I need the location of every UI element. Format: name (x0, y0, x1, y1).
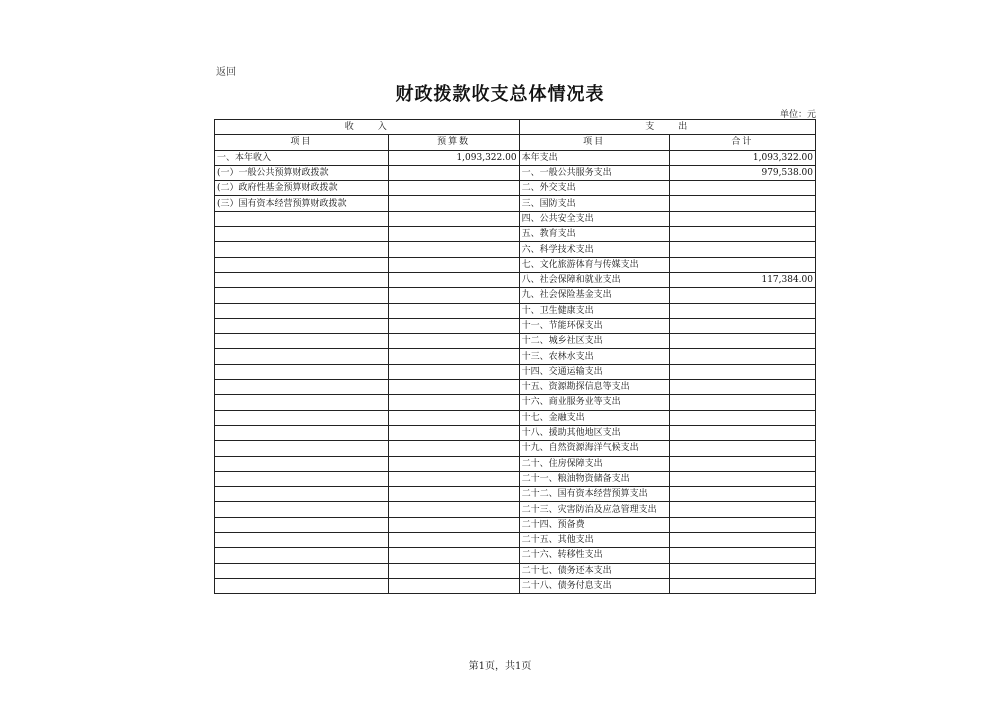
table-row (215, 318, 816, 333)
income-item-cell: (一）一般公共预算财政拨款 (215, 165, 389, 180)
page-title: 财政拨款收支总体情况表 (395, 84, 605, 105)
income-section-header: 收 入 (215, 120, 520, 135)
expense-total-cell (669, 349, 815, 364)
expense-item-cell: 二十二、国有资本经营预算支出 (519, 487, 669, 502)
expense-item-cell: 二十八、债务付息支出 (519, 578, 669, 593)
expense-item-cell: 二十三、灾害防治及应急管理支出 (519, 502, 669, 517)
income-budget-cell (388, 410, 519, 425)
table-row (215, 487, 816, 502)
table-row (215, 349, 816, 364)
income-item-cell (215, 380, 389, 395)
income-budget-cell (388, 364, 519, 379)
income-item-cell (215, 303, 389, 318)
income-budget-cell (388, 563, 519, 578)
income-item-cell: (二）政府性基金预算财政拨款 (215, 181, 389, 196)
expense-total-cell (669, 318, 815, 333)
expense-item-cell: 二十七、债务还本支出 (519, 563, 669, 578)
income-budget-cell (388, 578, 519, 593)
table-row (215, 563, 816, 578)
income-item-cell (215, 425, 389, 440)
expense-total-cell (669, 563, 815, 578)
table-row (215, 471, 816, 486)
income-budget-cell (388, 425, 519, 440)
expense-total-cell (669, 548, 815, 563)
column-header-row (215, 135, 816, 150)
expense-total-cell (669, 517, 815, 532)
income-item-cell (215, 548, 389, 563)
table-row (215, 181, 816, 196)
table-row (215, 502, 816, 517)
table-row (215, 196, 816, 211)
table-body (215, 120, 816, 594)
expense-item-cell: 一、一般公共服务支出 (519, 165, 669, 180)
income-item-cell (215, 533, 389, 548)
income-item-cell (215, 334, 389, 349)
expense-total-cell: 1,093,322.00 (669, 150, 815, 165)
table-row (215, 517, 816, 532)
table-row (215, 150, 816, 165)
table-row (215, 425, 816, 440)
col-header-income-item: 项目 (215, 135, 389, 150)
expense-total-cell (669, 410, 815, 425)
table-row (215, 272, 816, 287)
section-header-row (215, 120, 816, 135)
income-budget-cell (388, 349, 519, 364)
expense-total-cell (669, 456, 815, 471)
expense-item-cell: 二、外交支出 (519, 181, 669, 196)
income-item-cell (215, 272, 389, 287)
expense-item-cell: 本年支出 (519, 150, 669, 165)
income-budget-cell (388, 288, 519, 303)
expense-total-cell (669, 502, 815, 517)
income-item-cell (215, 395, 389, 410)
expense-item-cell: 二十一、粮油物资储备支出 (519, 471, 669, 486)
income-budget-cell (388, 211, 519, 226)
table-row (215, 441, 816, 456)
expense-total-cell (669, 380, 815, 395)
expense-item-cell: 三、国防支出 (519, 196, 669, 211)
expense-total-cell (669, 288, 815, 303)
income-budget-cell (388, 533, 519, 548)
back-link[interactable]: 返回 (216, 67, 236, 78)
expense-total-cell (669, 242, 815, 257)
income-item-cell (215, 441, 389, 456)
income-item-cell (215, 502, 389, 517)
fiscal-summary-table (214, 119, 816, 594)
income-budget-cell (388, 380, 519, 395)
income-item-cell (215, 578, 389, 593)
table-row (215, 334, 816, 349)
expense-total-cell (669, 471, 815, 486)
expense-total-cell (669, 441, 815, 456)
expense-item-cell: 十九、自然资源海洋气候支出 (519, 441, 669, 456)
table-row (215, 211, 816, 226)
table-row (215, 380, 816, 395)
expense-item-cell: 十一、节能环保支出 (519, 318, 669, 333)
expense-item-cell: 十七、金融支出 (519, 410, 669, 425)
expense-section-header: 支 出 (519, 120, 815, 135)
income-item-cell (215, 227, 389, 242)
income-budget-cell (388, 517, 519, 532)
table-row (215, 227, 816, 242)
income-budget-cell (388, 272, 519, 287)
income-item-cell (215, 487, 389, 502)
income-budget-cell (388, 242, 519, 257)
expense-item-cell: 二十、住房保障支出 (519, 456, 669, 471)
income-item-cell (215, 288, 389, 303)
income-budget-cell (388, 334, 519, 349)
col-header-budget: 预算数 (388, 135, 519, 150)
table-row (215, 456, 816, 471)
income-budget-cell (388, 502, 519, 517)
expense-item-cell: 七、文化旅游体育与传媒支出 (519, 257, 669, 272)
income-budget-cell (388, 257, 519, 272)
income-budget-cell (388, 471, 519, 486)
table-row (215, 242, 816, 257)
unit-label: 单位：元 (779, 110, 816, 120)
income-item-cell: (三）国有资本经营预算财政拨款 (215, 196, 389, 211)
table-row (215, 395, 816, 410)
income-budget-cell (388, 181, 519, 196)
income-budget-cell (388, 395, 519, 410)
expense-item-cell: 十四、交通运输支出 (519, 364, 669, 379)
income-budget-cell (388, 548, 519, 563)
income-budget-cell (388, 487, 519, 502)
expense-item-cell: 六、科学技术支出 (519, 242, 669, 257)
income-budget-cell (388, 441, 519, 456)
income-item-cell (215, 471, 389, 486)
income-item-cell (215, 318, 389, 333)
expense-total-cell (669, 425, 815, 440)
table-row (215, 548, 816, 563)
table-row (215, 303, 816, 318)
table-row (215, 578, 816, 593)
income-item-cell: 一、本年收入 (215, 150, 389, 165)
income-budget-cell (388, 227, 519, 242)
income-item-cell (215, 211, 389, 226)
expense-total-cell (669, 227, 815, 242)
expense-total-cell (669, 578, 815, 593)
table-row (215, 165, 816, 180)
expense-item-cell: 二十六、转移性支出 (519, 548, 669, 563)
income-budget-cell: 1,093,322.00 (388, 150, 519, 165)
table-row (215, 410, 816, 425)
expense-item-cell: 八、社会保障和就业支出 (519, 272, 669, 287)
income-item-cell (215, 410, 389, 425)
expense-total-cell: 979,538.00 (669, 165, 815, 180)
income-item-cell (215, 364, 389, 379)
expense-total-cell (669, 487, 815, 502)
col-header-expense-item: 项目 (519, 135, 669, 150)
table-row (215, 288, 816, 303)
col-header-total: 合计 (669, 135, 815, 150)
expense-total-cell (669, 364, 815, 379)
expense-total-cell (669, 181, 815, 196)
income-item-cell (215, 349, 389, 364)
expense-item-cell: 二十五、其他支出 (519, 533, 669, 548)
income-item-cell (215, 517, 389, 532)
income-item-cell (215, 257, 389, 272)
expense-item-cell: 十八、援助其他地区支出 (519, 425, 669, 440)
expense-item-cell: 十五、资源勘探信息等支出 (519, 380, 669, 395)
income-item-cell (215, 242, 389, 257)
expense-item-cell: 九、社会保险基金支出 (519, 288, 669, 303)
income-budget-cell (388, 196, 519, 211)
expense-item-cell: 四、公共安全支出 (519, 211, 669, 226)
expense-item-cell: 十、卫生健康支出 (519, 303, 669, 318)
table-row (215, 533, 816, 548)
income-budget-cell (388, 303, 519, 318)
expense-item-cell: 十六、商业服务业等支出 (519, 395, 669, 410)
table-row (215, 257, 816, 272)
expense-total-cell (669, 196, 815, 211)
expense-total-cell: 117,384.00 (669, 272, 815, 287)
expense-total-cell (669, 211, 815, 226)
income-budget-cell (388, 318, 519, 333)
expense-item-cell: 十二、城乡社区支出 (519, 334, 669, 349)
expense-item-cell: 十三、农林水支出 (519, 349, 669, 364)
expense-item-cell: 二十四、预备费 (519, 517, 669, 532)
expense-total-cell (669, 395, 815, 410)
expense-item-cell: 五、教育支出 (519, 227, 669, 242)
expense-total-cell (669, 334, 815, 349)
table-row (215, 364, 816, 379)
expense-total-cell (669, 533, 815, 548)
page-number: 第1页，共1页 (468, 661, 532, 672)
income-budget-cell (388, 165, 519, 180)
income-item-cell (215, 456, 389, 471)
expense-total-cell (669, 257, 815, 272)
income-item-cell (215, 563, 389, 578)
income-budget-cell (388, 456, 519, 471)
expense-total-cell (669, 303, 815, 318)
